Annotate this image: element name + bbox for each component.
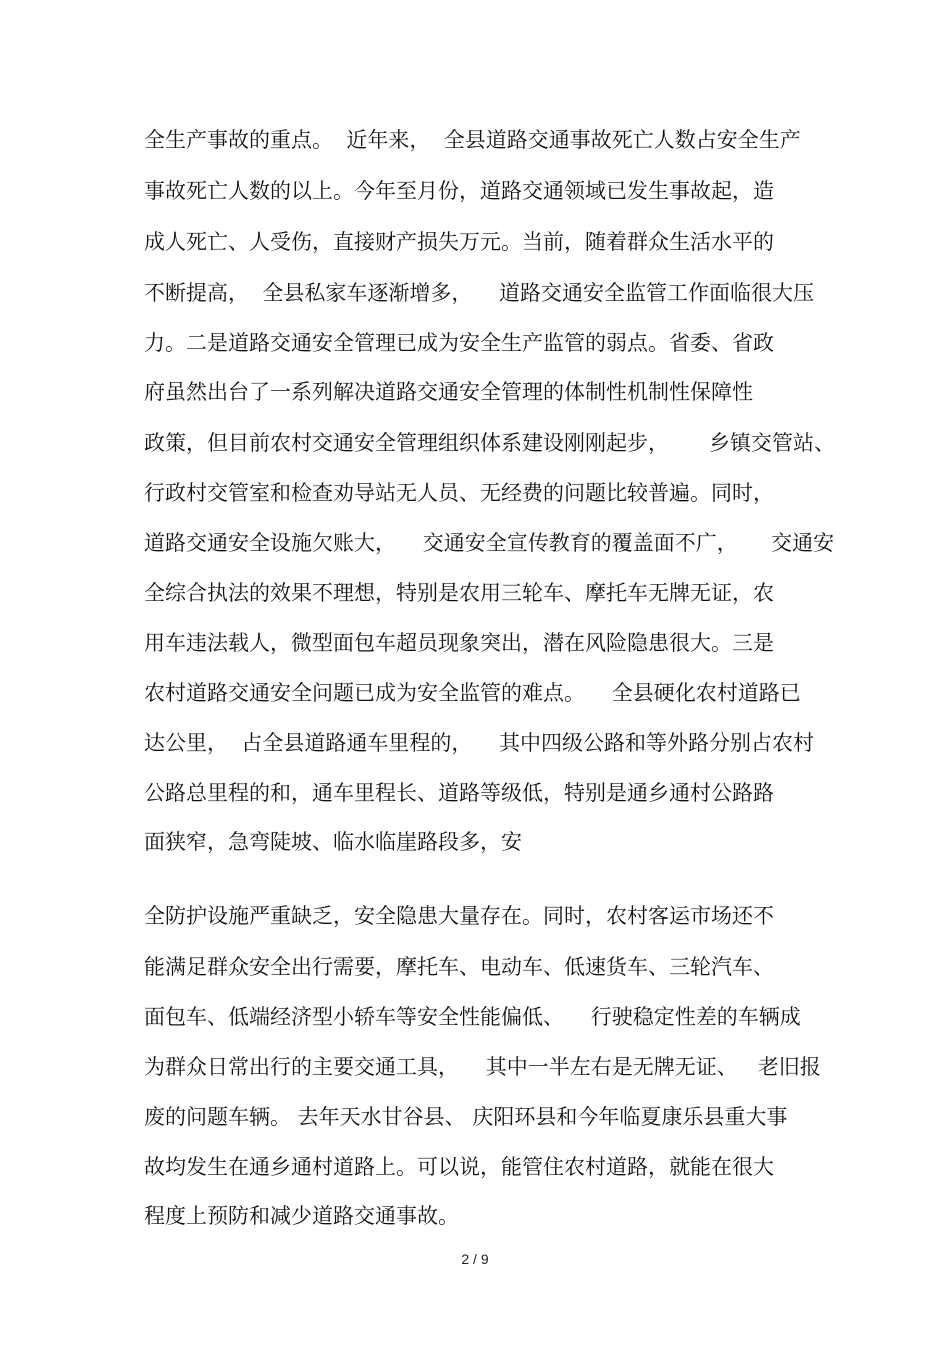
text-line: 全综合执法的效果不理想，特别是农用三轮车、摩托车无牌无证，农 xyxy=(144,581,774,605)
page-number: 2 / 9 xyxy=(461,1251,489,1267)
text-line: 成人死亡、人受伤，直接财产损失万元。当前，随着群众生活水平的 xyxy=(144,230,774,254)
text-line: 不断提高， 全县私家车逐渐增多， 道路交通安全监管工作面临很大压 xyxy=(144,281,815,305)
text-line: 面狭窄，急弯陡坡、临水临崖路段多，安 xyxy=(144,830,522,854)
text-line: 事故死亡人数的以上。今年至月份，道路交通领域已发生事故起，造 xyxy=(144,179,774,203)
text-line: 政策，但目前农村交通安全管理组织体系建设刚刚起步， 乡镇交管站、 xyxy=(144,431,836,455)
text-line: 公路总里程的和，通车里程长、道路等级低，特别是通乡通村公路路 xyxy=(144,781,774,805)
text-line: 力。二是道路交通安全管理已成为安全生产监管的弱点。省委、省政 xyxy=(144,331,774,355)
text-line: 为群众日常出行的主要交通工具， 其中一半左右是无牌无证、 老旧报 xyxy=(144,1055,821,1079)
text-line: 用车违法载人，微型面包车超员现象突出，潜在风险隐患很大。三是 xyxy=(144,631,774,655)
text-line: 程度上预防和减少道路交通事故。 xyxy=(144,1204,459,1228)
text-line: 农村道路交通安全问题已成为安全监管的难点。 全县硬化农村道路已 xyxy=(144,681,801,705)
text-line: 面包车、低端经济型小轿车等安全性能偏低、 行驶稳定性差的车辆成 xyxy=(144,1005,801,1029)
text-line: 全防护设施严重缺乏，安全隐患大量存在。同时，农村客运市场还不 xyxy=(144,904,774,928)
text-line: 废的问题车辆。 去年天水甘谷县、 庆阳环县和今年临夏康乐县重大事 xyxy=(144,1105,788,1129)
text-line: 故均发生在通乡通村道路上。可以说，能管住农村道路，就能在很大 xyxy=(144,1155,774,1179)
text-line: 能满足群众安全出行需要，摩托车、电动车、低速货车、三轮汽车、 xyxy=(144,955,774,979)
text-line: 达公里， 占全县道路通车里程的， 其中四级公路和等外路分别占农村 xyxy=(144,731,815,755)
text-line: 府虽然出台了一系列解决道路交通安全管理的体制性机制性保障性 xyxy=(144,380,753,404)
text-line: 道路交通安全设施欠账大， 交通安全宣传教育的覆盖面不广， 交通安 xyxy=(144,531,835,555)
text-line: 行政村交管室和检查劝导站无人员、无经费的问题比较普遍。同时， xyxy=(144,481,774,505)
text-line: 全生产事故的重点。 近年来， 全县道路交通事故死亡人数占安全生产 xyxy=(144,128,801,152)
